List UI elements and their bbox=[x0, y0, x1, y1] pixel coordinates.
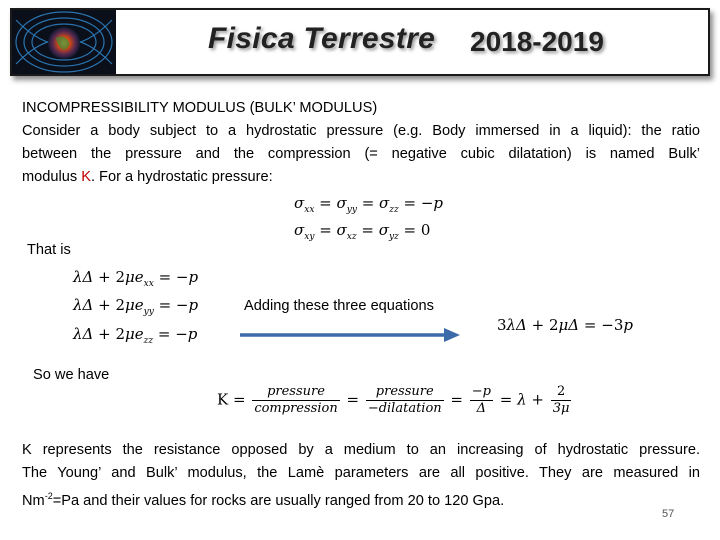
equation-bulk-modulus: K = $\frac{\text{pressure}}{\text{compression}}$ = $\frac{\text{pressure}}{\text{−dilatation}}$ = $\frac{-p}{\Delta}$ = λ + $\frac{2}{3\mu}$ bbox=[217, 384, 570, 416]
so-we-have-label: So we have bbox=[33, 367, 110, 383]
bulk-k-symbol: K bbox=[217, 390, 229, 409]
fraction-1-denominator: compression bbox=[254, 401, 338, 416]
fraction-4-numerator: 2 bbox=[551, 384, 572, 401]
academic-year: 2018-2019 bbox=[470, 26, 604, 57]
earth-magnetic-field-image bbox=[12, 10, 116, 74]
fraction-minus-p-over-delta bbox=[470, 384, 493, 417]
equation-strain-xx: $\lambda\Delta + 2\mu e_{xx} = -p$ bbox=[73, 268, 199, 289]
intro-line-3-start: modulus bbox=[22, 169, 82, 185]
equation-strain-yy: $\lambda\Delta + 2\mu e_{yy} = -p$ bbox=[73, 296, 199, 317]
header-banner bbox=[10, 8, 710, 76]
fraction-pressure-compression bbox=[252, 384, 339, 417]
intro-line-1: Consider a body subject to a hydrostatic pressure (e.g. Body immersed in a liquid): the ratio bbox=[22, 123, 700, 139]
page-number: 57 bbox=[662, 508, 675, 520]
conclusion-line-2: The Young’ and Bulk’ modulus, the Lamè parameters are all positive. They are measured in bbox=[22, 465, 700, 481]
equation-stress-normal: $\sigma_{xx} = \sigma_{yy} = \sigma_{zz} = -p$ bbox=[294, 194, 444, 215]
bulk-modulus-symbol: K bbox=[81, 169, 91, 185]
fraction-1-numerator: pressure bbox=[252, 384, 339, 401]
intro-line-3-end: . For a hydrostatic pressure: bbox=[90, 169, 273, 185]
equation-sum: 3λΔ + 2μΔ = −3p bbox=[497, 316, 633, 334]
section-heading: INCOMPRESSIBILITY MODULUS (BULK’ MODULUS) bbox=[22, 100, 378, 116]
conclusion-line-1: K represents the resistance opposed by a medium to an increasing of hydrostatic pressure. bbox=[22, 442, 700, 458]
fraction-2-numerator: pressure bbox=[366, 384, 444, 401]
course-title: Fisica Terrestre bbox=[208, 22, 436, 55]
lambda-plus: λ + bbox=[517, 390, 544, 409]
conclusion-line-3 bbox=[22, 485, 700, 513]
fraction-3-numerator: −p bbox=[471, 384, 491, 399]
conclusion-line-3-end: =Pa and their values for rocks are usually ranged from 20 to 120 Gpa. bbox=[52, 492, 505, 509]
fraction-2-denominator: −dilatation bbox=[367, 401, 442, 416]
unit-exponent: -2 bbox=[44, 491, 53, 501]
equation-stress-shear: $\sigma_{xy} = \sigma_{xz} = \sigma_{yz} = 0$ bbox=[294, 221, 431, 242]
fraction-4-denominator: 3μ bbox=[552, 401, 570, 416]
intro-line-2: between the pressure and the compression (= negative cubic dilatation) is named Bulk’ bbox=[22, 146, 700, 162]
adding-equations-label: Adding these three equations bbox=[244, 298, 434, 314]
fraction-pressure-dilatation bbox=[366, 384, 444, 417]
right-arrow-icon bbox=[238, 326, 462, 344]
fraction-3-denominator: Δ bbox=[476, 401, 487, 416]
that-is-label: That is bbox=[27, 242, 71, 258]
intro-line-3 bbox=[22, 166, 700, 189]
equation-strain-zz: $\lambda\Delta + 2\mu e_{zz} = -p$ bbox=[73, 325, 198, 346]
fraction-two-over-three-mu bbox=[551, 384, 572, 417]
unit-nm: Nm bbox=[22, 492, 45, 509]
